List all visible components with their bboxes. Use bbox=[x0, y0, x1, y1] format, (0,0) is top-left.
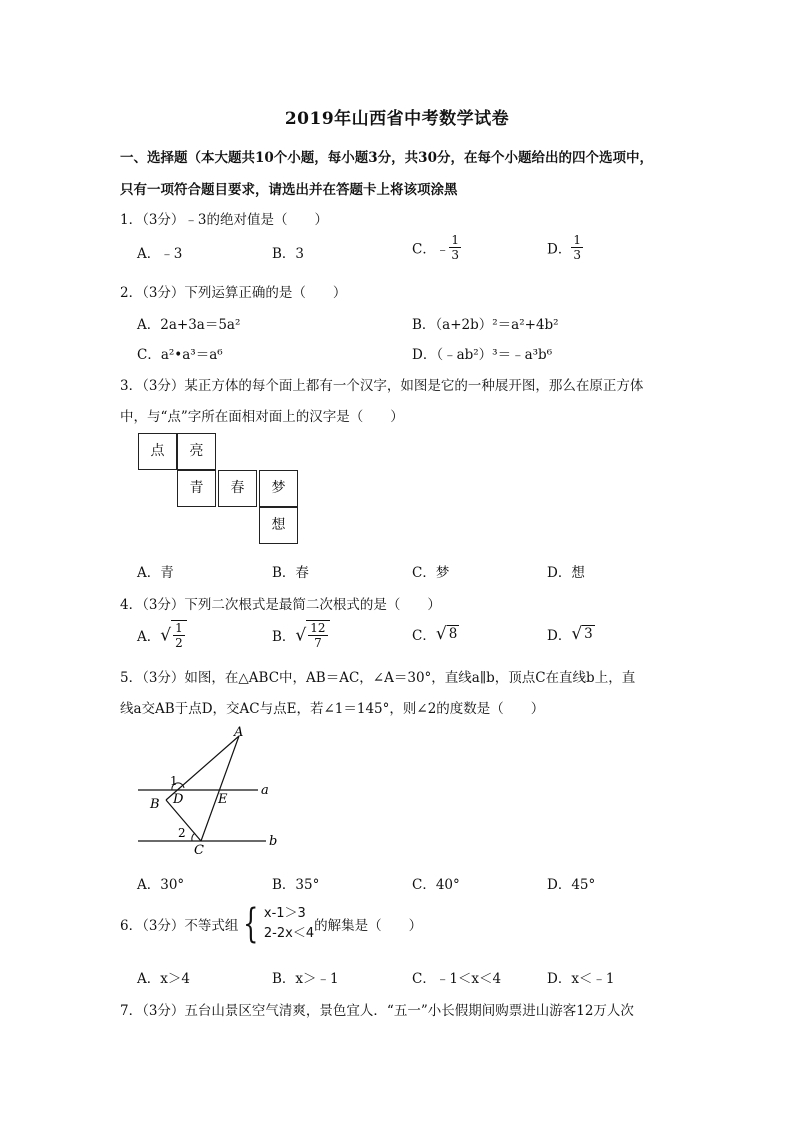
q2-stem: 2．（3分）下列运算正确的是（ ） bbox=[120, 285, 347, 301]
q2-option-b: B．（a+2b）²＝a²+4b² bbox=[412, 317, 559, 333]
q4-d-radical bbox=[571, 624, 594, 644]
q1-option-d bbox=[547, 233, 583, 262]
radical-sign-icon: √ bbox=[571, 624, 583, 644]
q4-stem: 4．（3分）下列二次根式是最简二次根式的是（ ） bbox=[120, 597, 441, 613]
q1-option-c-prefix: C．﹣ bbox=[412, 241, 450, 258]
q6-option-b: B．x＞﹣1 bbox=[272, 971, 339, 987]
q4-d-radicand: 3 bbox=[584, 625, 593, 642]
q4-a-radical bbox=[160, 620, 186, 650]
label-point-c: C bbox=[194, 843, 204, 857]
label-point-e: E bbox=[218, 792, 228, 807]
net-cell-dian: 点 bbox=[138, 433, 177, 470]
net-cell-chun: 春 bbox=[218, 470, 257, 507]
q5-option-d: D．45° bbox=[547, 877, 596, 893]
exam-title: 2019年山西省中考数学试卷 bbox=[284, 109, 510, 129]
q4-b-prefix: B． bbox=[272, 629, 296, 645]
q1-stem: 1．（3分）﹣3的绝对值是（ ） bbox=[120, 212, 329, 228]
q2-option-a: A．2a+3a＝5a² bbox=[137, 317, 241, 333]
q5-stem-line1: 5．（3分）如图，在△ABC中，AB＝AC，∠A＝30°，直线a∥b，顶点C在直线b上，直 bbox=[120, 670, 636, 686]
q1-option-a: A．﹣3 bbox=[137, 246, 183, 262]
triangle-parallel-lines-figure bbox=[120, 722, 290, 857]
section-heading-line2: 只有一项符合题目要求，请选出并在答题卡上将该项涂黑 bbox=[120, 182, 458, 198]
q4-a-denominator: 2 bbox=[175, 636, 183, 650]
q4-b-numerator: 12 bbox=[310, 621, 326, 635]
q7-stem-line1: 7．（3分）五台山景区空气清爽，景色宜人．“五一”小长假期间购票进山游客12万人次 bbox=[120, 1003, 634, 1019]
q1-c-denominator: 3 bbox=[451, 248, 459, 262]
q1-d-denominator: 3 bbox=[573, 248, 581, 262]
q4-c-prefix: C． bbox=[412, 628, 436, 644]
q1-option-d-fraction bbox=[571, 233, 583, 262]
section-heading-line1: 一、选择题（本大题共10个小题，每小题3分，共30分，在每个小题给出的四个选项中， bbox=[120, 150, 653, 166]
q4-b-denominator: 7 bbox=[314, 636, 322, 650]
q4-a-prefix: A． bbox=[137, 629, 161, 645]
q1-option-d-prefix: D． bbox=[547, 241, 572, 258]
q3-stem-line2: 中，与“点”字所在面相对面上的汉字是（ ） bbox=[120, 409, 404, 425]
q3-option-c: C．梦 bbox=[412, 565, 450, 581]
label-point-d: D bbox=[173, 792, 184, 807]
q4-option-a bbox=[137, 620, 187, 650]
q5-stem-line2: 线a交AB于点D，交AC与点E，若∠1＝145°，则∠2的度数是（ ） bbox=[120, 701, 545, 717]
q4-b-radical bbox=[295, 620, 329, 650]
radical-sign-icon: √ bbox=[160, 625, 172, 646]
q4-option-b bbox=[272, 620, 330, 650]
label-point-a: A bbox=[234, 725, 244, 740]
left-brace-icon: { bbox=[243, 901, 259, 947]
q1-c-numerator: 1 bbox=[451, 233, 459, 247]
q2-option-d: D．（﹣ab²）³＝﹣a³b⁶ bbox=[412, 347, 553, 363]
radical-sign-icon: √ bbox=[435, 624, 447, 644]
q4-a-numerator: 1 bbox=[175, 621, 183, 635]
q1-d-numerator: 1 bbox=[573, 233, 581, 247]
inequality-1: x-1＞3 bbox=[263, 906, 306, 921]
label-point-b: B bbox=[150, 797, 160, 812]
net-cell-meng: 梦 bbox=[259, 470, 298, 507]
net-cell-liang: 亮 bbox=[177, 433, 216, 470]
q4-d-prefix: D． bbox=[547, 628, 572, 644]
radical-sign-icon: √ bbox=[295, 625, 307, 646]
segment-ac bbox=[201, 736, 239, 841]
label-angle-1: 1 bbox=[170, 774, 178, 788]
q3-option-d: D．想 bbox=[547, 565, 585, 581]
q6-option-d: D．x＜﹣1 bbox=[547, 971, 615, 987]
q6-stem-prefix: 6．（3分）不等式组 bbox=[120, 918, 239, 934]
q5-option-a: A．30° bbox=[137, 877, 185, 893]
q4-c-radicand: 8 bbox=[448, 625, 458, 642]
q3-option-a: A．青 bbox=[137, 565, 174, 581]
q3-stem-line1: 3．（3分）某正方体的每个面上都有一个汉字，如图是它的一种展开图，那么在原正方体 bbox=[120, 378, 644, 394]
label-line-b: b bbox=[269, 834, 278, 849]
inequality-system bbox=[264, 904, 314, 944]
q4-option-c bbox=[412, 624, 459, 644]
label-angle-2: 2 bbox=[178, 826, 186, 840]
q6-option-a: A．x＞4 bbox=[137, 971, 190, 987]
q1-option-b: B．3 bbox=[272, 246, 305, 262]
q1-option-c bbox=[412, 233, 461, 262]
q4-option-d bbox=[547, 624, 595, 644]
q5-option-c: C．40° bbox=[412, 877, 460, 893]
q6-option-c: C．﹣1＜x＜4 bbox=[412, 971, 502, 987]
net-cell-xiang: 想 bbox=[259, 507, 298, 544]
q4-b-fraction bbox=[308, 621, 327, 650]
q5-option-b: B．35° bbox=[272, 877, 320, 893]
net-cell-qing: 青 bbox=[177, 470, 216, 507]
q4-a-fraction bbox=[173, 621, 185, 650]
q3-option-b: B．春 bbox=[272, 565, 309, 581]
q1-option-c-fraction bbox=[449, 233, 461, 262]
inequality-2: 2-2x＜4 bbox=[263, 926, 315, 941]
q2-option-c: C．a²•a³＝a⁶ bbox=[137, 347, 223, 363]
q6-stem bbox=[120, 901, 423, 947]
label-line-a: a bbox=[261, 783, 269, 798]
q4-c-radical bbox=[436, 624, 459, 644]
q6-stem-suffix: 的解集是（ ） bbox=[314, 918, 423, 934]
